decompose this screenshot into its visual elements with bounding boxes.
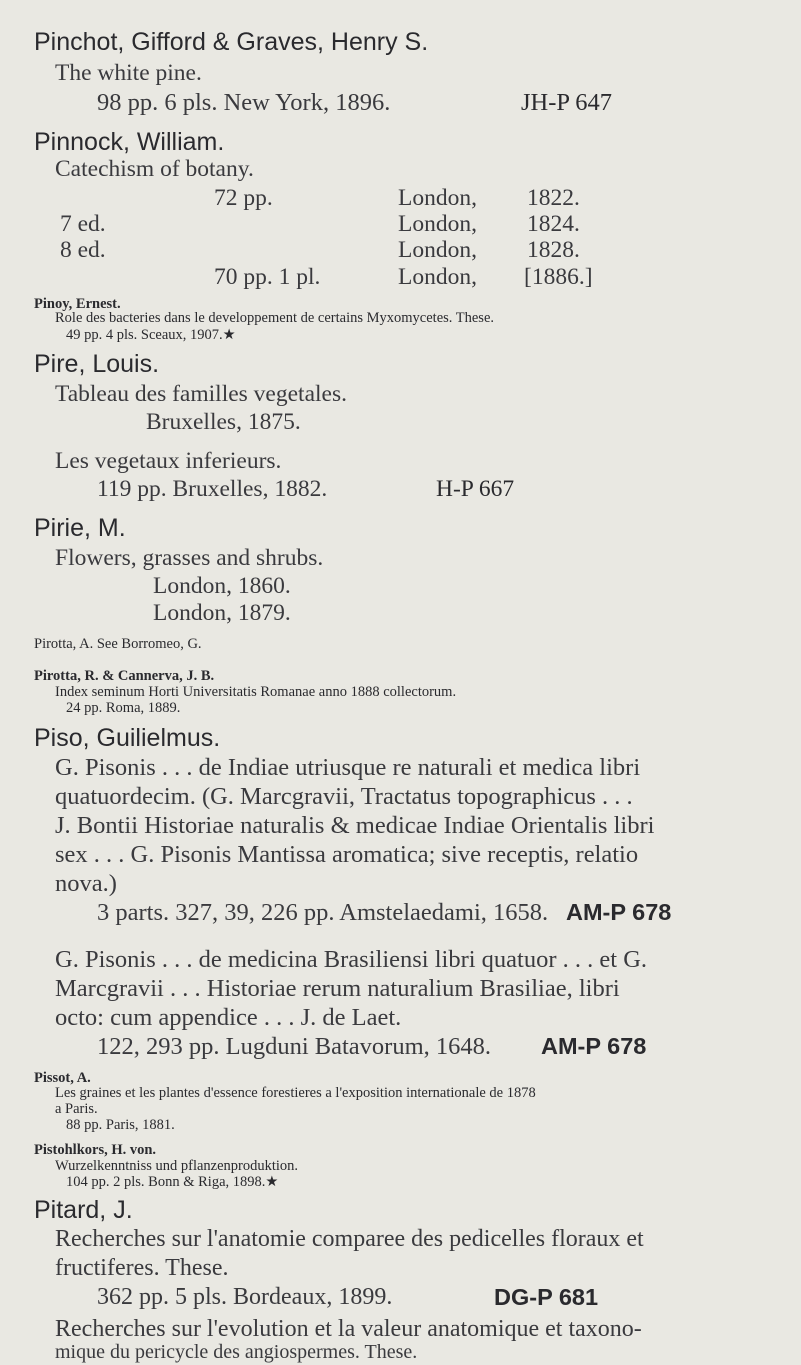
entry-title-pirie: Flowers, grasses and shrubs. <box>55 545 324 571</box>
entry-callno-pinchot: JH-P 647 <box>521 89 612 116</box>
entry-line-pistohlkors: 104 pp. 2 pls. Bonn & Riga, 1898.★ <box>66 1174 279 1190</box>
entry-heading-pinoy: Pinoy, Ernest. <box>34 296 121 312</box>
edition-place: London, <box>398 264 477 290</box>
pitard-work2-line: mique du pericycle des angiospermes. These. <box>55 1341 418 1363</box>
entry-imprint-pire-2: 119 pp. Bruxelles, 1882. <box>97 476 328 502</box>
entry-heading-pistohlkors: Pistohlkors, H. von. <box>34 1142 157 1158</box>
entry-heading-pirotta-r: Pirotta, R. & Cannerva, J. B. <box>34 668 215 684</box>
piso-work1-imprint: 3 parts. 327, 39, 226 pp. Amstelaedami, 1658. <box>97 899 549 926</box>
edition-year: 1828. <box>527 237 580 263</box>
edition-pages: 70 pp. 1 pl. <box>214 264 321 290</box>
entry-callno-pire-2: H-P 667 <box>436 476 515 502</box>
entry-imprint-pire-1: Bruxelles, 1875. <box>146 409 301 435</box>
piso-work2-line: Marcgravii . . . Historiae rerum naturalium Brasiliae, libri <box>55 975 620 1002</box>
entry-crossref-pirotta-a: Pirotta, A. See Borromeo, G. <box>34 636 202 652</box>
pitard-work2-line: Recherches sur l'evolution et la valeur anatomique et taxono- <box>55 1316 642 1342</box>
piso-work2-imprint: 122, 293 pp. Lugduni Batavorum, 1648. <box>97 1033 492 1060</box>
entry-line-pissot: Les graines et les plantes d'essence forestieres a l'exposition internationale de 1878 <box>55 1085 536 1101</box>
entry-imprint-pirie-2: London, 1879. <box>153 600 291 626</box>
edition-year: [1886.] <box>524 264 593 290</box>
edition-year: 1822. <box>527 185 580 211</box>
entry-line-pinoy: Role des bacteries dans le developpement de certains Myxomycetes. These. <box>55 310 495 326</box>
entry-heading-pissot: Pissot, A. <box>34 1070 91 1086</box>
piso-work2-line: G. Pisonis . . . de medicina Brasiliensi libri quatuor . . . et G. <box>55 946 648 973</box>
pitard-work1-line: Recherches sur l'anatomie comparee des pedicelles floraux et <box>55 1226 644 1252</box>
entry-line-pinoy: 49 pp. 4 pls. Sceaux, 1907.★ <box>66 327 236 343</box>
entry-heading-pinnock: Pinnock, William. <box>34 128 225 156</box>
entry-imprint-pirie-1: London, 1860. <box>153 573 291 599</box>
pitard-work1-line: fructiferes. These. <box>55 1255 229 1281</box>
entry-title-pinnock: Catechism of botany. <box>55 156 254 182</box>
entry-heading-pire: Pire, Louis. <box>34 350 160 378</box>
piso-work1-line: quatuordecim. (G. Marcgravii, Tractatus topographicus . . . <box>55 783 633 810</box>
edition-place: London, <box>398 211 477 237</box>
edition-pages: 72 pp. <box>214 185 273 211</box>
entry-heading-pinchot: Pinchot, Gifford & Graves, Henry S. <box>34 28 429 56</box>
pitard-work1-callno: DG-P 681 <box>494 1284 599 1310</box>
entry-line-pissot: 88 pp. Paris, 1881. <box>66 1117 175 1133</box>
entry-line-pirotta-r: 24 pp. Roma, 1889. <box>66 700 181 716</box>
piso-work2-callno: AM-P 678 <box>541 1033 647 1059</box>
entry-title-pire-2: Les vegetaux inferieurs. <box>55 448 282 474</box>
entry-title-pire-1: Tableau des familles vegetales. <box>55 381 347 407</box>
piso-work1-line: G. Pisonis . . . de Indiae utriusque re naturali et medica libri <box>55 754 641 781</box>
entry-line-pirotta-r: Index seminum Horti Universitatis Romanae anno 1888 collectorum. <box>55 684 457 700</box>
entry-title-pinchot: The white pine. <box>55 60 202 86</box>
entry-heading-pitard: Pitard, J. <box>34 1196 133 1224</box>
edition-label: 8 ed. <box>60 237 106 263</box>
entry-heading-pirie: Pirie, M. <box>34 514 126 542</box>
pitard-work1-imprint: 362 pp. 5 pls. Bordeaux, 1899. <box>97 1284 393 1310</box>
entry-line-pissot: a Paris. <box>55 1101 98 1117</box>
entry-line-pistohlkors: Wurzelkenntniss und pflanzenproduktion. <box>55 1158 299 1174</box>
entry-imprint-pinchot: 98 pp. 6 pls. New York, 1896. <box>97 89 391 116</box>
piso-work1-line: sex . . . G. Pisonis Mantissa aromatica; sive receptis, relatio <box>55 841 639 868</box>
piso-work1-callno: AM-P 678 <box>566 899 672 925</box>
edition-place: London, <box>398 237 477 263</box>
edition-year: 1824. <box>527 211 580 237</box>
piso-work1-line: J. Bontii Historiae naturalis & medicae Indiae Orientalis libri <box>55 812 655 839</box>
piso-work2-line: octo: cum appendice . . . J. de Laet. <box>55 1004 402 1031</box>
entry-heading-piso: Piso, Guilielmus. <box>34 724 221 752</box>
edition-place: London, <box>398 185 477 211</box>
piso-work1-line: nova.) <box>55 870 117 897</box>
edition-label: 7 ed. <box>60 211 106 237</box>
